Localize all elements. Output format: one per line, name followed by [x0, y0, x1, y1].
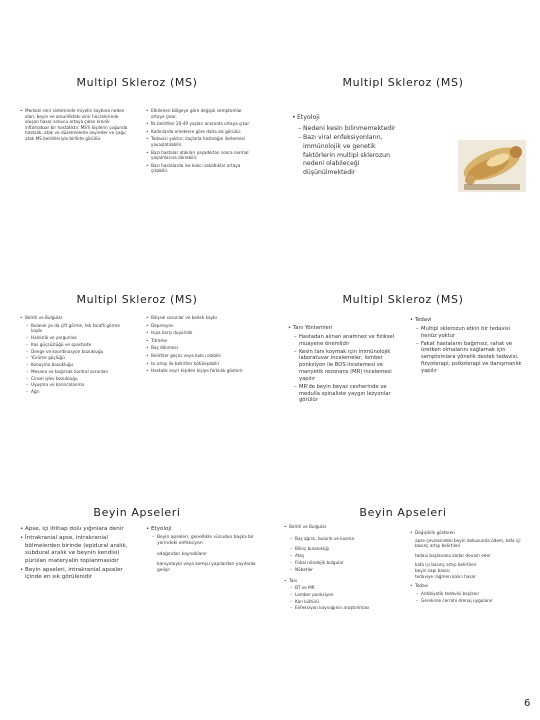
- slide-brain-abscess-intro: [12, 480, 262, 680]
- slide-title: Multipl Skleroz (MS): [76, 293, 198, 306]
- slide-ms-diagnosis-treatment: [278, 267, 528, 467]
- slide-ms-definition: [12, 50, 262, 250]
- bullet-item: • Tedavisi yoktur; ilaçlarla hastalığın ilerlemesi yavaşlatılabilir.: [146, 136, 254, 147]
- text-line: tedaviye rağmen kalıcı hasar: [415, 573, 476, 579]
- page-number: 6: [524, 698, 531, 709]
- bullet-item: • Isıya karşı duyarlılık: [146, 330, 254, 336]
- slide-column-left: [20, 315, 128, 396]
- bullet-item: • Merkezi sinir sisteminde miyelin kaybına neden olan, beyin ve omurilikteki sinir hücrelerinde oluşan hasar sonucu ortaya çıkan kronik inflamatuar bir hastalıktır. MS'li kişilerin çoğunda hastalık, atak ve düzelmelerle seyreder ve çoğu atak MS belirtileriyle birlikte görülür.: [20, 108, 128, 142]
- sub-bullet-item: – Lomber ponksiyon: [290, 592, 396, 598]
- sub-bullet-item: – Kas güçsüzlüğü ve spastisite: [26, 342, 128, 348]
- bullet-item: • Tedavi: [410, 317, 522, 324]
- slide-column-left: [20, 108, 128, 144]
- sub-bullet-item: – Halsizlik ve yorgunluk: [26, 335, 128, 341]
- slide-title: Multipl Skleroz (MS): [76, 76, 198, 89]
- bullet-item: • Etyoloji: [292, 114, 400, 123]
- sub-bullet-item: – Fokal nörolojik bulgular: [290, 560, 396, 566]
- sub-bullet-item: – Yürüme güçlüğü: [26, 355, 128, 361]
- sub-bullet-item: – Konuşma bozukluğu: [26, 362, 128, 368]
- bullet-item: • Bazı hastalarda ise kalıcı sakatlıklar ortaya çıkabilir.: [146, 163, 254, 174]
- sub-bullet-item: – MR'de beyin beyaz cevherinde ve medulla spinaliste yaygın lezyonlar görülür: [294, 384, 400, 404]
- slide-body: [292, 114, 400, 179]
- sub-bullet-item: – Ağrı: [26, 389, 128, 395]
- bullet-item: • Tedavi: [410, 583, 522, 589]
- slide-title: Beyin Apseleri: [93, 506, 181, 519]
- sub-bullet-item: – Enfeksiyon kaynağının araştırılması: [290, 605, 396, 611]
- slide-column-right: [410, 317, 522, 376]
- text-line: kanıyoluyla veya komşu yapılardan yayılarak gelişir: [157, 562, 256, 574]
- sub-bullet-item: – Bilinç bulanıklığı: [290, 546, 396, 552]
- bullet-item: • Apse, içi iltihap dolu yığınlara denir: [20, 526, 132, 533]
- sub-bullet-item: – Bulanık ya da çift görme, tek taraflı görme kaybı: [26, 323, 128, 334]
- slide-title: Multipl Skleroz (MS): [342, 293, 464, 306]
- slide-column-right: [146, 315, 254, 376]
- bullet-item: • Belirti ve Bulgular: [284, 524, 396, 530]
- sub-bullet-item: – BT ve MR: [290, 585, 396, 591]
- slide-column-left: [288, 325, 400, 405]
- sub-bullet-item: – Mesane ve bağırsak kontrol sorunları: [26, 369, 128, 375]
- slide-column-right: [146, 526, 256, 574]
- bullet-item: • Depresyon: [146, 323, 254, 329]
- anatomy-illustration: [458, 140, 526, 192]
- sub-bullet-item: – Gerekirse cerrahi drenaj uygulanır: [416, 598, 522, 604]
- sub-bullet-item: – Antibiyotik tedavisi başlanır: [416, 591, 522, 597]
- sub-bullet-item: – Cinsel işlev bozukluğu: [26, 376, 128, 382]
- sub-bullet-item: – Bazı viral enfeksiyonların, immünolojik ve genetik faktörlerin multipl sklerozun nedeni olabileceği düşünülmektedir: [298, 134, 400, 177]
- text-line: beyin sapı basısı: [415, 567, 450, 573]
- bullet-item: • Kadınlarda erkeklere göre daha sık görülür.: [146, 129, 254, 135]
- sub-bullet-item: – Baş ağrısı, bulantı ve kusma: [290, 536, 396, 542]
- text-line: apse çevresindeki beyin dokusunda ödem, kafa içi basınç artışı belirtileri: [415, 537, 521, 549]
- text-line: odağından kaynaklanır: [157, 552, 208, 558]
- slide-column-right: [410, 530, 522, 604]
- slide-title: Multipl Skleroz (MS): [342, 76, 464, 89]
- slide-title: Beyin Apseleri: [359, 506, 447, 519]
- sub-bullet-item: – Kesin tanı koymak için immünolojik laboratuvar incelemeler, lomber ponksiyon ile BOS incelemesi ve manyetik rezonans (MR) incelemesi yapılır: [294, 349, 400, 383]
- bullet-item: • İntrakranial apse, intrakranial bölmelerden birinde (epidural aralık, subdural aralık ve beynin kendisi) pürülan materyalin toplanmasıdır: [20, 535, 132, 565]
- sub-bullet-item: – Uyuşma ve karıncalanma: [26, 382, 128, 388]
- sub-bullet-item: – Nöbetler: [290, 567, 396, 573]
- slide-brain-abscess-details: [278, 480, 528, 680]
- slide-column-left: [20, 526, 132, 584]
- bullet-item: • İlk belirtiler 20-40 yaşları arasında ortaya çıkar.: [146, 121, 254, 127]
- sub-bullet-item: – Nedeni kesin bilinmemektedir: [298, 125, 400, 134]
- bullet-item: • Bazı hastalar atakları yaşadıktan sonra normal yaşamlarına dönebilir.: [146, 150, 254, 161]
- slide-column-right: [146, 108, 254, 176]
- slide-ms-symptoms: [12, 267, 262, 467]
- bullet-item: • Belirtiler geçici veya kalıcı olabilir: [146, 353, 254, 359]
- text-line: kafa içi basınç artışı belirtileri: [415, 562, 477, 568]
- sub-bullet-item: – Hastadan alınan anamnez ve fiziksel muayene önemlidir: [294, 334, 400, 348]
- sub-bullet-item: – Kan kültürü: [290, 599, 396, 605]
- bullet-item: • Beyin apseleri, intrakranial apseler içinde en sık görülenidir: [20, 567, 132, 582]
- slide-column-left: [284, 524, 396, 612]
- text-line: tedavi başlanana kadar devam eder: [415, 552, 491, 558]
- bullet-item: • Isı artışı ile belirtiler kötüleşebilir: [146, 361, 254, 367]
- sub-bullet-item: – Multipl sklerozun etkin bir tedavisi henüz yoktur: [416, 326, 522, 340]
- sub-bullet-item: – Beyin apseleri, genellikle vücudun başka bir yerindeki enfeksiyon: [152, 535, 256, 547]
- bullet-item: • Etkilenen bölgeye göre değişik semptomlar ortaya çıkar.: [146, 108, 254, 119]
- bullet-item: • Tanı: [284, 578, 396, 584]
- slide-ms-etiology: [278, 50, 528, 250]
- bullet-item: • Tanı Yöntemleri: [288, 325, 400, 332]
- sub-bullet-item: – Denge ve koordinasyon bozukluğu: [26, 349, 128, 355]
- bullet-item: • Değişiklik gösteren: [410, 530, 522, 536]
- bullet-item: • Hastalık seyri kişiden kişiye farklılık gösterir: [146, 368, 254, 374]
- bullet-item: • Etyoloji: [146, 526, 256, 533]
- bullet-item: • Belirti ve Bulgular: [20, 315, 128, 321]
- bullet-item: • Baş dönmesi: [146, 345, 254, 351]
- bullet-item: • Bilişsel sorunlar ve bellek kaybı: [146, 315, 254, 321]
- bullet-item: • Titreme: [146, 338, 254, 344]
- sub-bullet-item: – Ateş: [290, 553, 396, 559]
- sub-bullet-item: – Fakat hastaların bağımsız, rahat ve üretken olmalarını sağlamak için semptomlara yönelik destek tedavisi, fizyoterapi, psikoterapi ve danışmanlık yapılır: [416, 341, 522, 375]
